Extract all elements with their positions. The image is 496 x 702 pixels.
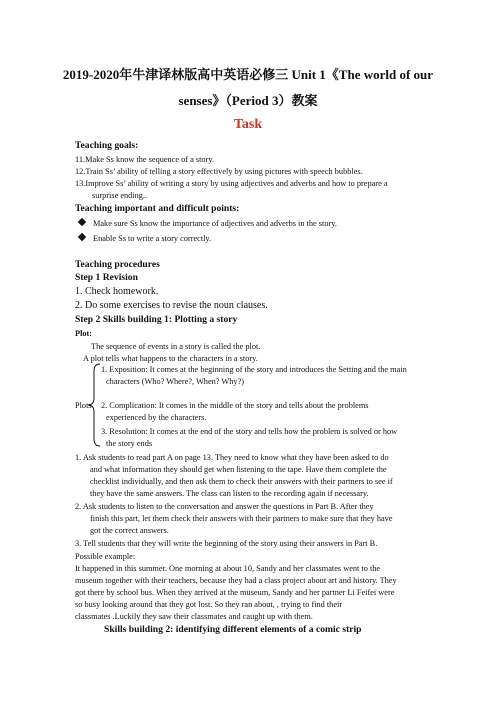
numbered-item-continuation: they have the same answers. The class can listen to the recording again if necessary.	[90, 489, 369, 498]
plot-line: experienced by the characters.	[106, 413, 207, 422]
example-line: classmates .Luckily they saw their classmates and caught up with them.	[75, 612, 313, 621]
numbered-item-continuation: checklist individually, and then ask them to check their answers with their partners to see if	[90, 477, 393, 486]
example-line: It happened in this summer. One morning at about 10, Sandy and her classmates went to the	[75, 564, 381, 573]
numbered-item-continuation: finish this part, let them check their answers with their partners to make sure that they have	[90, 514, 393, 523]
example-line: so busy looking around that they got lost. So they ran about, , trying to find their	[75, 600, 343, 609]
example-label: Possible example:	[75, 552, 136, 561]
step-1-item: 2. Do some exercises to revise the noun clauses.	[75, 300, 268, 311]
goal-item: 11.Make Ss know the sequence of a story.	[75, 155, 215, 164]
step-2-heading: Step 2 Skills building 1: Plotting a story	[75, 314, 238, 325]
plot-line: 1. Exposition: It comes at the beginning of the story and introduces the Setting and the main	[101, 365, 407, 374]
point-item: Enable Ss to write a story correctly.	[79, 233, 211, 245]
teaching-goals-heading: Teaching goals:	[75, 140, 139, 151]
plots-label: Plots	[75, 401, 92, 410]
step-1-item: 1. Check homework.	[75, 286, 159, 297]
numbered-item-continuation: got the correct answers.	[90, 526, 169, 535]
numbered-item: 2. Ask students to listen to the conversation and answer the questions in Part B. After they	[75, 502, 374, 511]
step-1-heading: Step 1 Revision	[75, 272, 138, 283]
diamond-bullet-icon	[78, 233, 86, 241]
important-points-heading: Teaching important and difficult points:	[75, 203, 240, 214]
numbered-item: 3. Tell students that they will write the beginning of the story using their answers in Part B.	[75, 539, 378, 548]
plot-label: Plot:	[75, 329, 93, 338]
plot-definition: A plot tells what happens to the characters in a story.	[83, 354, 258, 363]
plot-definition: The sequence of events in a story is called the plot.	[91, 342, 261, 351]
goal-item: 12.Train Ss’ ability of telling a story effectively by using pictures with speech bubbles.	[75, 167, 363, 176]
numbered-item-continuation: and what information they should get when listening to the tape. Have them complete the	[90, 465, 387, 474]
plot-line: 3. Resolution: It comes at the end of the story and tells how the problem is solved or how	[101, 427, 398, 436]
plot-line: the story ends	[106, 439, 153, 448]
example-line: got there by school bus. When they arrived at the museum, Sandy and her partner Li Feifei were	[75, 588, 395, 597]
skills-building-2-heading: Skills building 2: identifying different elements of a comic strip	[104, 624, 362, 635]
point-item: Make sure Ss know the importance of adjectives and adverbs in the story.	[79, 218, 337, 230]
goal-item: 13.Improve Ss’ ability of writing a story by using adjectives and adverbs and how to prepare a	[75, 179, 388, 188]
plot-line: 2. Complication: It comes in the middle of the story and tells about the problems	[101, 401, 369, 410]
section-title-task: Task	[233, 117, 263, 132]
diamond-bullet-icon	[78, 218, 86, 226]
document-title-line-2: senses》（Period 3）教案	[178, 93, 318, 108]
goal-item-continuation: surprise ending..	[92, 191, 148, 200]
procedures-heading: Teaching procedures	[75, 259, 160, 270]
example-line: museum together with their teachers, because they had a class project about art and history. They	[75, 576, 397, 585]
document-title-line-1: 2019-2020年牛津译林版高中英语必修三 Unit 1《The world of our	[62, 67, 434, 82]
numbered-item: 1. Ask students to read part A on page 13. They need to know what they have been asked to do	[75, 453, 389, 462]
plot-line: characters (Who? Where?, When? Why?)	[106, 377, 244, 386]
